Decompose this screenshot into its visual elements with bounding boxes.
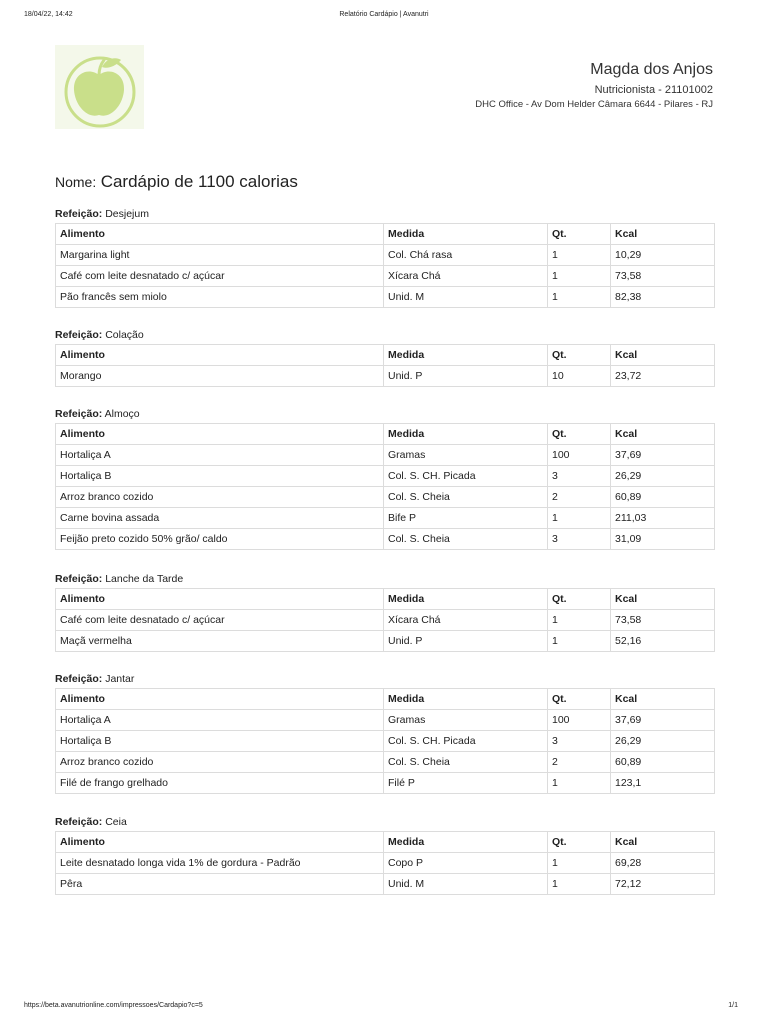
meal-label xyxy=(55,815,714,829)
table-cell: Café com leite desnatado c/ açúcar xyxy=(56,266,384,287)
column-header: Qt. xyxy=(548,832,611,853)
table-cell: Xícara Chá xyxy=(384,266,548,287)
table-header-row xyxy=(56,345,715,366)
table-header-row xyxy=(56,224,715,245)
column-header: Qt. xyxy=(548,424,611,445)
table-cell: 26,29 xyxy=(611,731,715,752)
meal-section xyxy=(55,672,714,794)
table-cell: 1 xyxy=(548,287,611,308)
menu-name: Cardápio de 1100 calorias xyxy=(100,172,298,191)
table-row xyxy=(56,366,715,387)
table-cell: 1 xyxy=(548,245,611,266)
column-header: Medida xyxy=(384,589,548,610)
meal-name: Lanche da Tarde xyxy=(105,573,184,585)
table-cell: Pão francês sem miolo xyxy=(56,287,384,308)
table-cell: Col. S. Cheia xyxy=(384,487,548,508)
meal-label xyxy=(55,672,714,686)
table-cell: Gramas xyxy=(384,710,548,731)
table-row xyxy=(56,487,715,508)
table-cell: 10,29 xyxy=(611,245,715,266)
column-header: Medida xyxy=(384,832,548,853)
table-cell: 10 xyxy=(548,366,611,387)
column-header: Alimento xyxy=(56,589,384,610)
table-cell: 3 xyxy=(548,466,611,487)
table-row xyxy=(56,245,715,266)
meal-name: Jantar xyxy=(105,673,135,685)
column-header: Alimento xyxy=(56,224,384,245)
table-row xyxy=(56,710,715,731)
nutritionist-address: DHC Office - Av Dom Helder Câmara 6644 - Pilares - RJ xyxy=(475,99,713,110)
meal-section xyxy=(55,572,714,652)
nutritionist-name: Magda dos Anjos xyxy=(590,61,713,78)
column-header: Qt. xyxy=(548,689,611,710)
meal-section xyxy=(55,328,714,387)
table-cell: Filé de frango grelhado xyxy=(56,773,384,794)
meal-label-prefix: Refeição: xyxy=(55,208,103,220)
column-header: Alimento xyxy=(56,424,384,445)
table-cell: Col. S. Cheia xyxy=(384,529,548,550)
table-cell: Feijão preto cozido 50% grão/ caldo xyxy=(56,529,384,550)
column-header: Kcal xyxy=(611,424,715,445)
table-cell: Leite desnatado longa vida 1% de gordura - Padrão xyxy=(56,853,384,874)
table-cell: Hortaliça A xyxy=(56,710,384,731)
column-header: Qt. xyxy=(548,345,611,366)
table-cell: Filé P xyxy=(384,773,548,794)
table-cell: Pêra xyxy=(56,874,384,895)
meal-label-prefix: Refeição: xyxy=(55,673,103,685)
meal-label xyxy=(55,407,714,421)
table-row xyxy=(56,508,715,529)
table-cell: 211,03 xyxy=(611,508,715,529)
meal-table xyxy=(55,223,715,308)
table-cell: 1 xyxy=(548,773,611,794)
apple-logo-icon xyxy=(55,45,144,129)
table-cell: Gramas xyxy=(384,445,548,466)
menu-name-label: Nome: xyxy=(55,174,97,190)
table-cell: Bife P xyxy=(384,508,548,529)
meal-table xyxy=(55,688,715,794)
table-header-row xyxy=(56,424,715,445)
table-cell: Maçã vermelha xyxy=(56,631,384,652)
column-header: Alimento xyxy=(56,832,384,853)
table-cell: Xícara Chá xyxy=(384,610,548,631)
table-cell: Unid. P xyxy=(384,366,548,387)
print-url: https://beta.avanutrionline.com/impressoes/Cardapio?c=5 xyxy=(24,1002,203,1009)
table-row xyxy=(56,631,715,652)
nutritionist-info xyxy=(475,60,713,111)
meal-name: Almoço xyxy=(104,408,140,420)
table-row xyxy=(56,529,715,550)
meal-label-prefix: Refeição: xyxy=(55,408,103,420)
meal-label-prefix: Refeição: xyxy=(55,816,103,828)
table-cell: Margarina light xyxy=(56,245,384,266)
table-row xyxy=(56,610,715,631)
table-header-row xyxy=(56,832,715,853)
column-header: Alimento xyxy=(56,689,384,710)
table-cell: Col. S. CH. Picada xyxy=(384,466,548,487)
column-header: Kcal xyxy=(611,832,715,853)
column-header: Medida xyxy=(384,689,548,710)
table-row xyxy=(56,853,715,874)
table-row xyxy=(56,731,715,752)
column-header: Medida xyxy=(384,345,548,366)
table-cell: 123,1 xyxy=(611,773,715,794)
column-header: Qt. xyxy=(548,224,611,245)
table-cell: 1 xyxy=(548,266,611,287)
meal-section xyxy=(55,407,714,550)
table-cell: 72,12 xyxy=(611,874,715,895)
column-header: Qt. xyxy=(548,589,611,610)
print-page-count: 1/1 xyxy=(728,1002,738,1009)
table-cell: 52,16 xyxy=(611,631,715,652)
table-row xyxy=(56,773,715,794)
table-cell: 60,89 xyxy=(611,487,715,508)
table-cell: Col. S. Cheia xyxy=(384,752,548,773)
meal-name: Ceia xyxy=(105,816,127,828)
table-cell: 1 xyxy=(548,610,611,631)
table-cell: 1 xyxy=(548,508,611,529)
table-cell: 1 xyxy=(548,631,611,652)
column-header: Kcal xyxy=(611,689,715,710)
table-cell: 100 xyxy=(548,710,611,731)
meal-section xyxy=(55,207,714,308)
column-header: Kcal xyxy=(611,224,715,245)
table-cell: Arroz branco cozido xyxy=(56,487,384,508)
table-cell: Unid. M xyxy=(384,874,548,895)
column-header: Medida xyxy=(384,224,548,245)
meal-label xyxy=(55,207,714,221)
table-cell: Café com leite desnatado c/ açúcar xyxy=(56,610,384,631)
table-cell: Copo P xyxy=(384,853,548,874)
meal-label-prefix: Refeição: xyxy=(55,573,103,585)
table-cell: Hortaliça A xyxy=(56,445,384,466)
table-cell: 31,09 xyxy=(611,529,715,550)
table-row xyxy=(56,874,715,895)
column-header: Kcal xyxy=(611,589,715,610)
meal-name: Colação xyxy=(105,329,144,341)
table-row xyxy=(56,466,715,487)
table-row xyxy=(56,287,715,308)
meal-name: Desjejum xyxy=(105,208,149,220)
meal-label xyxy=(55,328,714,342)
table-row xyxy=(56,752,715,773)
browser-print-header xyxy=(24,11,744,21)
table-cell: 2 xyxy=(548,752,611,773)
table-cell: 37,69 xyxy=(611,710,715,731)
table-cell: Hortaliça B xyxy=(56,731,384,752)
table-cell: 37,69 xyxy=(611,445,715,466)
table-cell: 26,29 xyxy=(611,466,715,487)
table-cell: 82,38 xyxy=(611,287,715,308)
browser-print-footer xyxy=(24,1002,744,1012)
table-cell: 23,72 xyxy=(611,366,715,387)
table-cell: Morango xyxy=(56,366,384,387)
meal-label-prefix: Refeição: xyxy=(55,329,103,341)
table-cell: 2 xyxy=(548,487,611,508)
table-cell: Col. Chá rasa xyxy=(384,245,548,266)
print-datetime: 18/04/22, 14:42 xyxy=(24,11,73,18)
table-cell: 60,89 xyxy=(611,752,715,773)
table-cell: Unid. M xyxy=(384,287,548,308)
table-cell: 100 xyxy=(548,445,611,466)
table-header-row xyxy=(56,589,715,610)
table-cell: Hortaliça B xyxy=(56,466,384,487)
nutritionist-registration: Nutricionista - 21101002 xyxy=(594,84,713,96)
table-cell: Carne bovina assada xyxy=(56,508,384,529)
column-header: Alimento xyxy=(56,345,384,366)
meal-table xyxy=(55,831,715,895)
meal-label xyxy=(55,572,714,586)
meal-section xyxy=(55,815,714,895)
table-cell: 73,58 xyxy=(611,266,715,287)
table-header-row xyxy=(56,689,715,710)
table-row xyxy=(56,445,715,466)
meal-table xyxy=(55,344,715,387)
print-page-title: Relatório Cardápio | Avanutri xyxy=(339,11,429,18)
column-header: Kcal xyxy=(611,345,715,366)
table-cell: 73,58 xyxy=(611,610,715,631)
table-cell: 3 xyxy=(548,529,611,550)
meal-table xyxy=(55,423,715,550)
table-row xyxy=(56,266,715,287)
table-cell: Col. S. CH. Picada xyxy=(384,731,548,752)
table-cell: 69,28 xyxy=(611,853,715,874)
table-cell: 3 xyxy=(548,731,611,752)
table-cell: Arroz branco cozido xyxy=(56,752,384,773)
meal-table xyxy=(55,588,715,652)
table-cell: 1 xyxy=(548,853,611,874)
menu-title xyxy=(55,172,298,192)
table-cell: 1 xyxy=(548,874,611,895)
column-header: Medida xyxy=(384,424,548,445)
table-cell: Unid. P xyxy=(384,631,548,652)
